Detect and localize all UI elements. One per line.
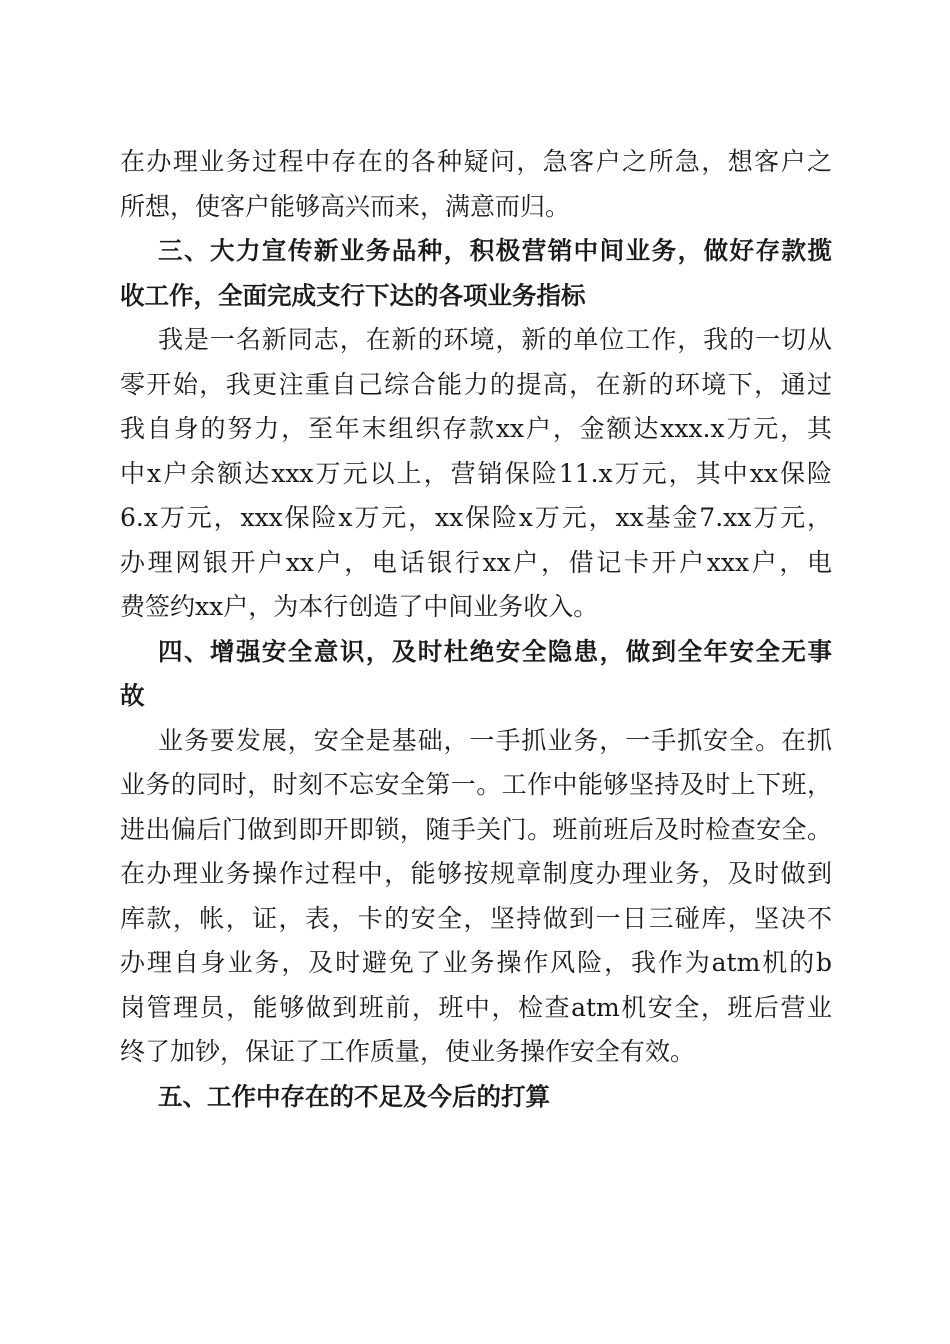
text-line: 费签约xx户，为本行创造了中间业务收入。: [120, 592, 599, 621]
heading-line: 故: [120, 681, 145, 710]
text-line: 业务的同时，时刻不忘安全第一。工作中能够坚持及时上下班，: [120, 770, 832, 799]
section-heading-3: [120, 229, 832, 318]
heading-line: 三、大力宣传新业务品种，积极营销中间业务，做好存款揽: [158, 236, 832, 265]
body-paragraph: [120, 140, 832, 229]
text-line: 中x户余额达xxx万元以上，营销保险11.x万元，其中xx保险: [120, 458, 832, 488]
text-line: 业务要发展，安全是基础，一手抓业务，一手抓安全。在抓: [158, 725, 832, 755]
section-heading-5: [120, 1075, 832, 1120]
section-heading-4: [120, 630, 832, 719]
text-line: 进出偏后门做到即开即锁，随手关门。班前班后及时检查安全。: [120, 814, 832, 844]
text-line: 在办理业务操作过程中，能够按规章制度办理业务，及时做到: [120, 859, 832, 888]
document-page: [120, 140, 832, 1119]
text-line: 库款，帐，证，表，卡的安全，坚持做到一日三碰库，坚决不: [120, 903, 832, 933]
heading-line: 五、工作中存在的不足及今后的打算: [158, 1081, 550, 1111]
text-line: 终了加钞，保证了工作质量，使业务操作安全有效。: [120, 1037, 696, 1066]
body-paragraph: [120, 719, 832, 1075]
text-line: 办理网银开户xx户，电话银行xx户，借记卡开户xxx户，电: [120, 547, 832, 577]
heading-line: 四、增强安全意识，及时杜绝安全隐患，做到全年安全无事: [158, 636, 832, 666]
text-line: 在办理业务过程中存在的各种疑问，急客户之所急，想客户之: [120, 147, 832, 176]
text-line: 我是一名新同志，在新的环境，新的单位工作，我的一切从: [158, 325, 832, 354]
text-line: 岗管理员，能够做到班前，班中，检查atm机安全，班后营业: [120, 992, 832, 1022]
text-line: 6.x万元，xxx保险x万元，xx保险x万元，xx基金7.xx万元，: [120, 503, 832, 532]
text-line: 所想，使客户能够高兴而来，满意而归。: [120, 191, 571, 221]
heading-line: 收工作，全面完成支行下达的各项业务指标: [120, 280, 586, 310]
text-line: 我自身的努力，至年末组织存款xx户，金额达xxx.x万元，其: [120, 414, 832, 443]
text-line: 零开始，我更注重自己综合能力的提高，在新的环境下，通过: [120, 369, 832, 399]
body-paragraph: [120, 318, 832, 630]
text-line: 办理自身业务，及时避免了业务操作风险，我作为atm机的b: [120, 948, 832, 977]
